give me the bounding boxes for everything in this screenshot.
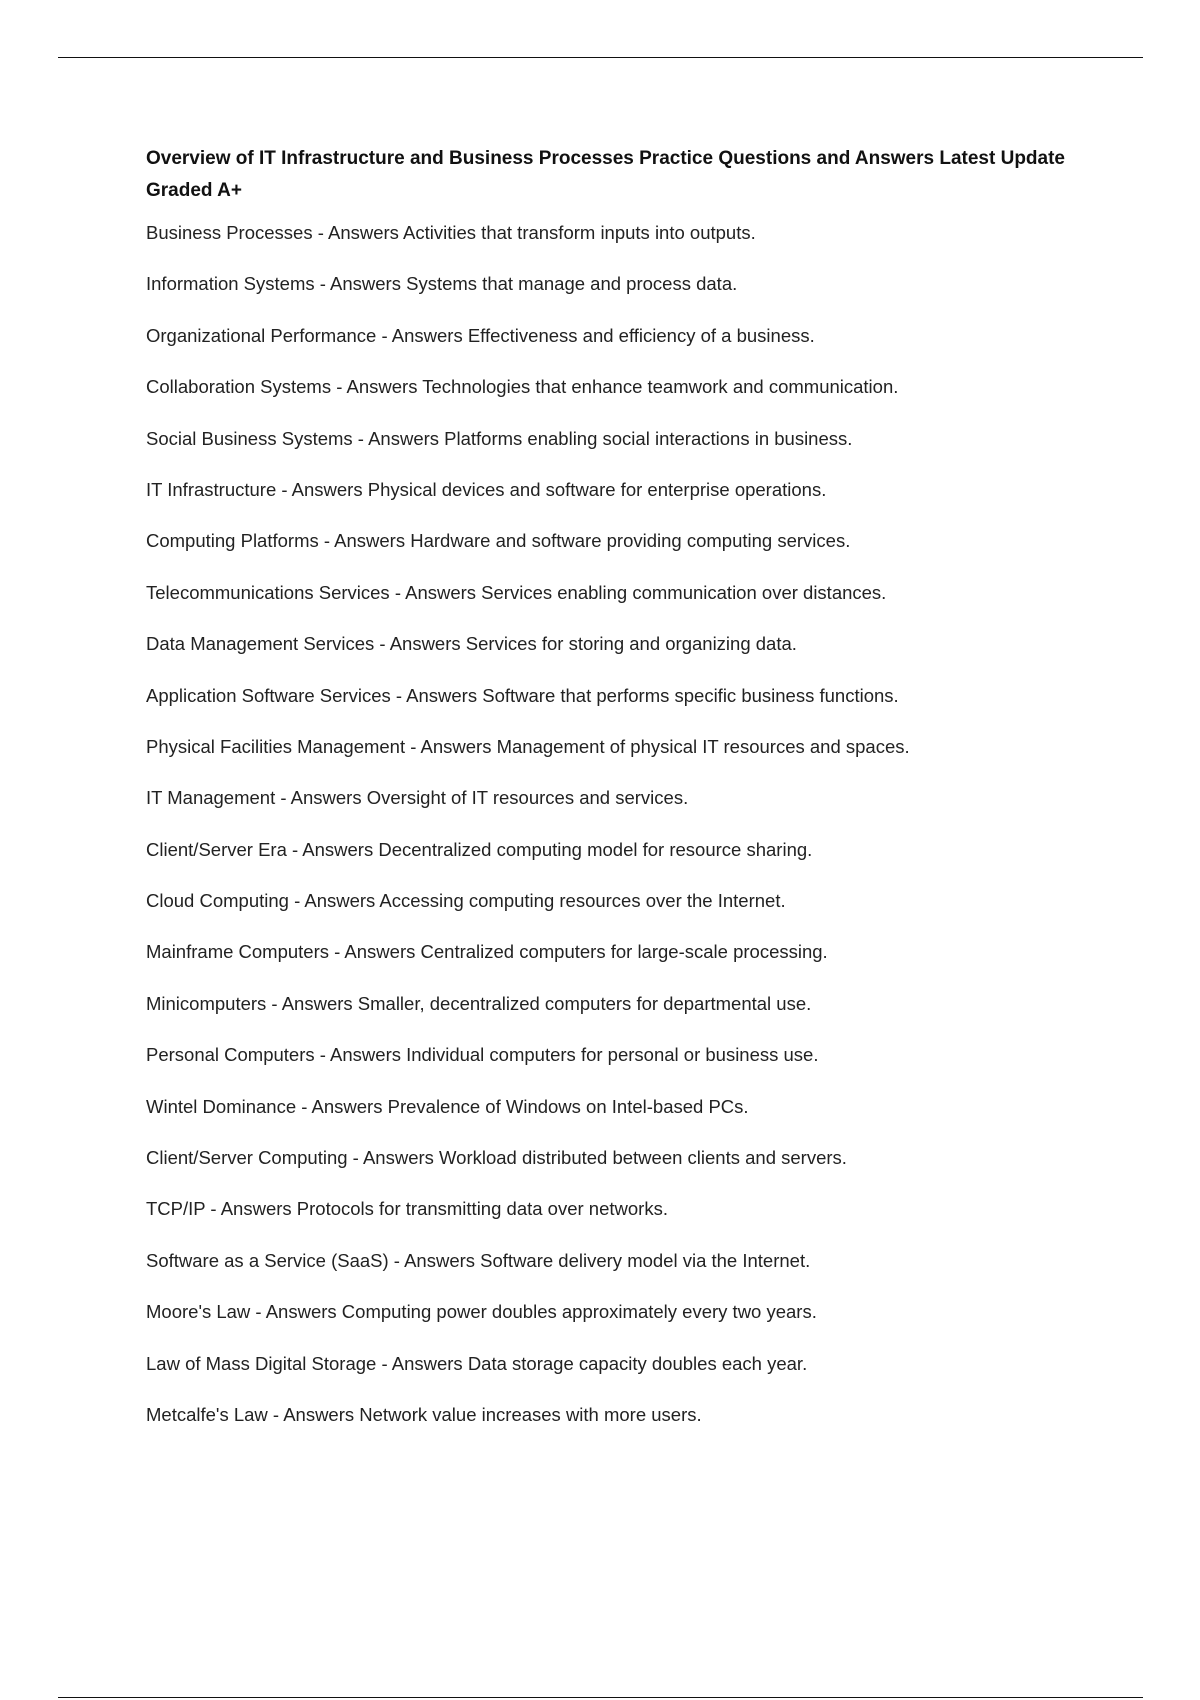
qa-entry: Cloud Computing - Answers Accessing computing resources over the Internet. — [146, 890, 786, 912]
qa-entry: Wintel Dominance - Answers Prevalence of Windows on Intel-based PCs. — [146, 1095, 749, 1117]
qa-entry: TCP/IP - Answers Protocols for transmitting data over networks. — [146, 1198, 668, 1220]
qa-entry: Computing Platforms - Answers Hardware and software providing computing services. — [146, 530, 851, 552]
bottom-rule — [58, 1697, 1143, 1698]
qa-entry: Business Processes - Answers Activities that transform inputs into outputs. — [146, 222, 756, 243]
qa-entry: Client/Server Era - Answers Decentralized computing model for resource sharing. — [146, 838, 813, 860]
qa-entry: Minicomputers - Answers Smaller, decentralized computers for departmental use. — [146, 992, 812, 1014]
qa-entry: Telecommunications Services - Answers Services enabling communication over distances. — [146, 581, 887, 603]
qa-entry: Information Systems - Answers Systems that manage and process data. — [146, 273, 738, 295]
qa-entry: IT Management - Answers Oversight of IT resources and services. — [146, 787, 689, 809]
qa-entry: Software as a Service (SaaS) - Answers Software delivery model via the Internet. — [146, 1249, 811, 1271]
qa-entry: Moore's Law - Answers Computing power doubles approximately every two years. — [146, 1301, 817, 1323]
qa-entry: Metcalfe's Law - Answers Network value increases with more users. — [146, 1403, 702, 1425]
qa-entry: Application Software Services - Answers Software that performs specific business functions. — [146, 684, 899, 706]
qa-entry: Client/Server Computing - Answers Workload distributed between clients and servers. — [146, 1147, 847, 1169]
qa-entry: Data Management Services - Answers Services for storing and organizing data. — [146, 633, 797, 655]
qa-entry: Collaboration Systems - Answers Technologies that enhance teamwork and communication. — [146, 376, 899, 398]
qa-entry: Law of Mass Digital Storage - Answers Data storage capacity doubles each year. — [146, 1352, 808, 1374]
qa-entry: Social Business Systems - Answers Platforms enabling social interactions in business. — [146, 427, 853, 449]
qa-entry: Physical Facilities Management - Answers Management of physical IT resources and spaces. — [146, 735, 910, 757]
qa-entry: IT Infrastructure - Answers Physical devices and software for enterprise operations. — [146, 478, 827, 500]
qa-entry: Personal Computers - Answers Individual computers for personal or business use. — [146, 1044, 819, 1066]
top-rule — [58, 57, 1143, 58]
document-body — [146, 143, 1076, 1454]
qa-entry: Mainframe Computers - Answers Centralized computers for large-scale processing. — [146, 941, 828, 963]
qa-entry: Organizational Performance - Answers Effectiveness and efficiency of a business. — [146, 324, 815, 346]
qa-list — [146, 221, 1076, 1427]
document-title: Overview of IT Infrastructure and Business Processes Practice Questions and Answers Latest Update Graded A+ — [146, 148, 1065, 201]
